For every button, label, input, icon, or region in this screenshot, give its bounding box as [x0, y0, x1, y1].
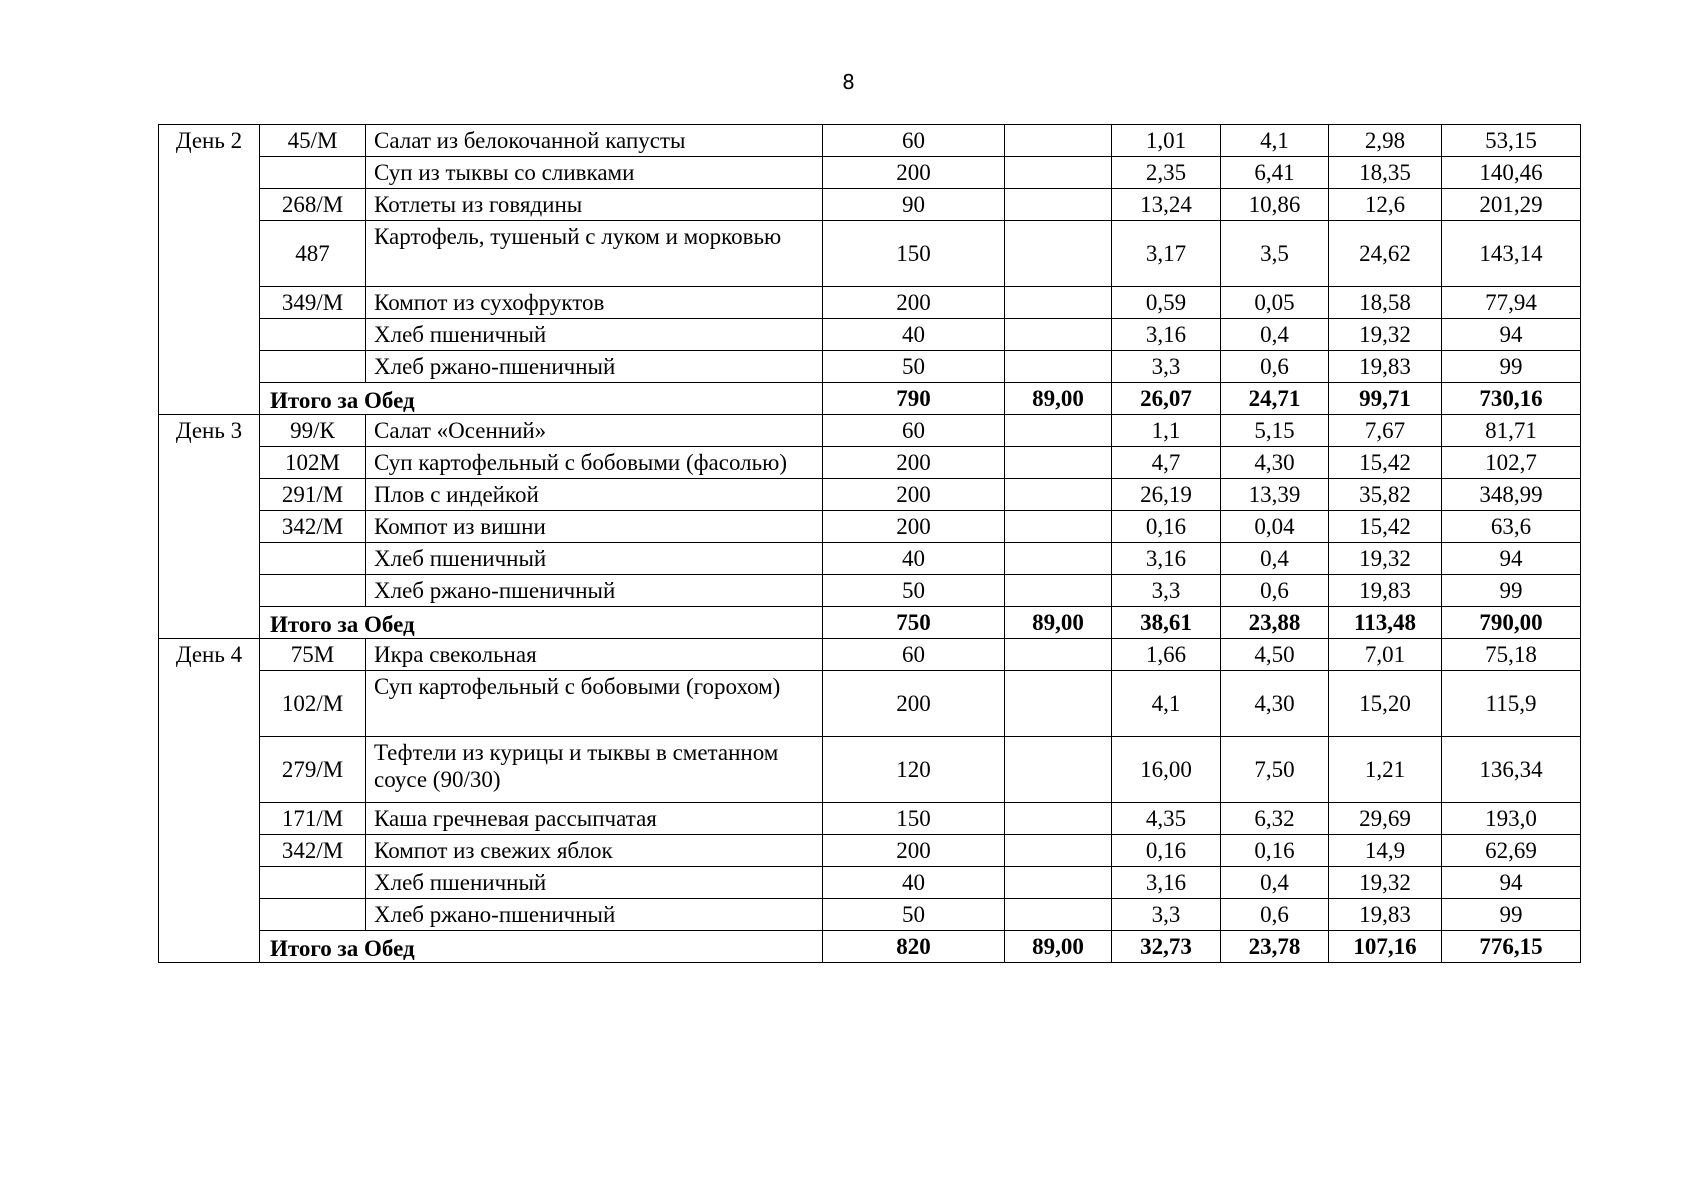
portion-weight: 40 — [823, 867, 1005, 899]
energy-value: 94 — [1442, 319, 1581, 351]
energy-value: 77,94 — [1442, 287, 1581, 319]
recipe-code: 487 — [260, 221, 366, 287]
total-price: 89,00 — [1005, 383, 1112, 415]
day-label: День 2 — [159, 125, 260, 415]
price — [1005, 351, 1112, 383]
energy-value: 140,46 — [1442, 157, 1581, 189]
price — [1005, 639, 1112, 671]
dish-name: Хлеб ржано-пшеничный — [366, 899, 823, 931]
table-row — [159, 543, 1581, 575]
table-row — [159, 287, 1581, 319]
price — [1005, 671, 1112, 737]
carbs-value: 2,98 — [1329, 125, 1442, 157]
table-row — [159, 447, 1581, 479]
energy-value: 94 — [1442, 543, 1581, 575]
total-fat: 23,78 — [1221, 931, 1329, 963]
energy-value: 94 — [1442, 867, 1581, 899]
dish-name: Компот из свежих яблок — [366, 835, 823, 867]
protein-value: 0,16 — [1112, 835, 1221, 867]
table-row — [159, 639, 1581, 671]
total-weight: 820 — [823, 931, 1005, 963]
day-label: День 3 — [159, 415, 260, 639]
portion-weight: 150 — [823, 803, 1005, 835]
protein-value: 3,16 — [1112, 867, 1221, 899]
dish-name: Салат из белокочанной капусты — [366, 125, 823, 157]
total-row — [159, 383, 1581, 415]
total-weight: 750 — [823, 607, 1005, 639]
carbs-value: 18,58 — [1329, 287, 1442, 319]
carbs-value: 19,83 — [1329, 899, 1442, 931]
protein-value: 1,66 — [1112, 639, 1221, 671]
fat-value: 0,16 — [1221, 835, 1329, 867]
fat-value: 0,6 — [1221, 351, 1329, 383]
total-label: Итого за Обед — [260, 607, 823, 639]
dish-name: Икра свекольная — [366, 639, 823, 671]
fat-value: 0,4 — [1221, 543, 1329, 575]
protein-value: 1,01 — [1112, 125, 1221, 157]
carbs-value: 19,32 — [1329, 867, 1442, 899]
price — [1005, 511, 1112, 543]
recipe-code — [260, 543, 366, 575]
table-row — [159, 737, 1581, 803]
protein-value: 4,7 — [1112, 447, 1221, 479]
carbs-value: 15,20 — [1329, 671, 1442, 737]
carbs-value: 1,21 — [1329, 737, 1442, 803]
day-label: День 4 — [159, 639, 260, 963]
portion-weight: 60 — [823, 639, 1005, 671]
dish-name: Хлеб пшеничный — [366, 543, 823, 575]
fat-value: 0,05 — [1221, 287, 1329, 319]
protein-value: 3,3 — [1112, 575, 1221, 607]
table-row — [159, 319, 1581, 351]
table-row — [159, 221, 1581, 287]
energy-value: 75,18 — [1442, 639, 1581, 671]
recipe-code — [260, 351, 366, 383]
recipe-code: 171/М — [260, 803, 366, 835]
protein-value: 3,16 — [1112, 543, 1221, 575]
portion-weight: 60 — [823, 125, 1005, 157]
recipe-code — [260, 157, 366, 189]
energy-value: 201,29 — [1442, 189, 1581, 221]
dish-name: Картофель, тушеный с луком и морковью — [366, 221, 823, 287]
price — [1005, 447, 1112, 479]
fat-value: 4,50 — [1221, 639, 1329, 671]
portion-weight: 40 — [823, 543, 1005, 575]
fat-value: 0,4 — [1221, 867, 1329, 899]
table-row — [159, 511, 1581, 543]
total-weight: 790 — [823, 383, 1005, 415]
price — [1005, 157, 1112, 189]
price — [1005, 867, 1112, 899]
fat-value: 0,4 — [1221, 319, 1329, 351]
protein-value: 1,1 — [1112, 415, 1221, 447]
energy-value: 143,14 — [1442, 221, 1581, 287]
table-row — [159, 835, 1581, 867]
price — [1005, 319, 1112, 351]
dish-name: Хлеб пшеничный — [366, 319, 823, 351]
price — [1005, 189, 1112, 221]
fat-value: 13,39 — [1221, 479, 1329, 511]
total-energy: 730,16 — [1442, 383, 1581, 415]
energy-value: 99 — [1442, 351, 1581, 383]
carbs-value: 7,01 — [1329, 639, 1442, 671]
table-row — [159, 867, 1581, 899]
total-carbs: 99,71 — [1329, 383, 1442, 415]
protein-value: 3,17 — [1112, 221, 1221, 287]
menu-table-body — [159, 125, 1581, 963]
price — [1005, 899, 1112, 931]
protein-value: 26,19 — [1112, 479, 1221, 511]
carbs-value: 24,62 — [1329, 221, 1442, 287]
total-protein: 38,61 — [1112, 607, 1221, 639]
energy-value: 63,6 — [1442, 511, 1581, 543]
page-number: 8 — [842, 70, 855, 94]
table-row — [159, 671, 1581, 737]
price — [1005, 415, 1112, 447]
carbs-value: 35,82 — [1329, 479, 1442, 511]
energy-value: 99 — [1442, 899, 1581, 931]
price — [1005, 575, 1112, 607]
price — [1005, 479, 1112, 511]
energy-value: 62,69 — [1442, 835, 1581, 867]
price — [1005, 737, 1112, 803]
total-price: 89,00 — [1005, 607, 1112, 639]
total-protein: 26,07 — [1112, 383, 1221, 415]
price — [1005, 287, 1112, 319]
total-protein: 32,73 — [1112, 931, 1221, 963]
table-row — [159, 899, 1581, 931]
portion-weight: 200 — [823, 157, 1005, 189]
dish-name: Суп картофельный с бобовыми (фасолью) — [366, 447, 823, 479]
portion-weight: 200 — [823, 479, 1005, 511]
protein-value: 2,35 — [1112, 157, 1221, 189]
recipe-code: 99/К — [260, 415, 366, 447]
fat-value: 6,41 — [1221, 157, 1329, 189]
carbs-value: 18,35 — [1329, 157, 1442, 189]
total-label: Итого за Обед — [260, 931, 823, 963]
portion-weight: 50 — [823, 899, 1005, 931]
portion-weight: 200 — [823, 671, 1005, 737]
recipe-code — [260, 899, 366, 931]
recipe-code: 279/М — [260, 737, 366, 803]
dish-name: Компот из вишни — [366, 511, 823, 543]
table-row — [159, 189, 1581, 221]
table-row — [159, 479, 1581, 511]
energy-value: 115,9 — [1442, 671, 1581, 737]
price — [1005, 543, 1112, 575]
fat-value: 4,1 — [1221, 125, 1329, 157]
carbs-value: 19,32 — [1329, 319, 1442, 351]
protein-value: 3,3 — [1112, 899, 1221, 931]
price — [1005, 221, 1112, 287]
total-carbs: 113,48 — [1329, 607, 1442, 639]
protein-value: 4,1 — [1112, 671, 1221, 737]
protein-value: 0,59 — [1112, 287, 1221, 319]
total-fat: 23,88 — [1221, 607, 1329, 639]
portion-weight: 90 — [823, 189, 1005, 221]
recipe-code — [260, 319, 366, 351]
energy-value: 53,15 — [1442, 125, 1581, 157]
protein-value: 4,35 — [1112, 803, 1221, 835]
total-row — [159, 607, 1581, 639]
portion-weight: 150 — [823, 221, 1005, 287]
fat-value: 0,04 — [1221, 511, 1329, 543]
portion-weight: 200 — [823, 511, 1005, 543]
total-row — [159, 931, 1581, 963]
fat-value: 0,6 — [1221, 899, 1329, 931]
carbs-value: 15,42 — [1329, 511, 1442, 543]
carbs-value: 19,83 — [1329, 575, 1442, 607]
energy-value: 81,71 — [1442, 415, 1581, 447]
dish-name: Салат «Осенний» — [366, 415, 823, 447]
table-row — [159, 157, 1581, 189]
protein-value: 16,00 — [1112, 737, 1221, 803]
carbs-value: 19,83 — [1329, 351, 1442, 383]
fat-value: 10,86 — [1221, 189, 1329, 221]
table-row — [159, 415, 1581, 447]
protein-value: 13,24 — [1112, 189, 1221, 221]
dish-name: Каша гречневая рассыпчатая — [366, 803, 823, 835]
energy-value: 102,7 — [1442, 447, 1581, 479]
carbs-value: 29,69 — [1329, 803, 1442, 835]
recipe-code — [260, 867, 366, 899]
recipe-code — [260, 575, 366, 607]
protein-value: 3,16 — [1112, 319, 1221, 351]
carbs-value: 15,42 — [1329, 447, 1442, 479]
portion-weight: 120 — [823, 737, 1005, 803]
table-row — [159, 351, 1581, 383]
fat-value: 4,30 — [1221, 671, 1329, 737]
portion-weight: 200 — [823, 287, 1005, 319]
fat-value: 7,50 — [1221, 737, 1329, 803]
energy-value: 348,99 — [1442, 479, 1581, 511]
price — [1005, 125, 1112, 157]
recipe-code: 102М — [260, 447, 366, 479]
recipe-code: 291/М — [260, 479, 366, 511]
fat-value: 0,6 — [1221, 575, 1329, 607]
table-row — [159, 803, 1581, 835]
portion-weight: 50 — [823, 351, 1005, 383]
recipe-code: 75М — [260, 639, 366, 671]
menu-table — [158, 124, 1581, 963]
portion-weight: 60 — [823, 415, 1005, 447]
table-row — [159, 575, 1581, 607]
portion-weight: 40 — [823, 319, 1005, 351]
recipe-code: 342/М — [260, 511, 366, 543]
dish-name: Хлеб ржано-пшеничный — [366, 351, 823, 383]
dish-name: Плов с индейкой — [366, 479, 823, 511]
protein-value: 0,16 — [1112, 511, 1221, 543]
total-price: 89,00 — [1005, 931, 1112, 963]
portion-weight: 200 — [823, 835, 1005, 867]
portion-weight: 50 — [823, 575, 1005, 607]
total-fat: 24,71 — [1221, 383, 1329, 415]
dish-name: Хлеб пшеничный — [366, 867, 823, 899]
recipe-code: 102/М — [260, 671, 366, 737]
total-energy: 790,00 — [1442, 607, 1581, 639]
dish-name: Хлеб ржано-пшеничный — [366, 575, 823, 607]
recipe-code: 268/М — [260, 189, 366, 221]
portion-weight: 200 — [823, 447, 1005, 479]
energy-value: 99 — [1442, 575, 1581, 607]
carbs-value: 14,9 — [1329, 835, 1442, 867]
fat-value: 3,5 — [1221, 221, 1329, 287]
dish-name: Котлеты из говядины — [366, 189, 823, 221]
total-carbs: 107,16 — [1329, 931, 1442, 963]
table-row — [159, 125, 1581, 157]
fat-value: 6,32 — [1221, 803, 1329, 835]
recipe-code: 45/М — [260, 125, 366, 157]
carbs-value: 12,6 — [1329, 189, 1442, 221]
total-label: Итого за Обед — [260, 383, 823, 415]
dish-name: Компот из сухофруктов — [366, 287, 823, 319]
carbs-value: 19,32 — [1329, 543, 1442, 575]
recipe-code: 342/М — [260, 835, 366, 867]
total-energy: 776,15 — [1442, 931, 1581, 963]
recipe-code: 349/М — [260, 287, 366, 319]
dish-name: Суп из тыквы со сливками — [366, 157, 823, 189]
carbs-value: 7,67 — [1329, 415, 1442, 447]
price — [1005, 803, 1112, 835]
energy-value: 136,34 — [1442, 737, 1581, 803]
dish-name: Тефтели из курицы и тыквы в сметанном соусе (90/30) — [366, 737, 823, 803]
dish-name: Суп картофельный с бобовыми (горохом) — [366, 671, 823, 737]
fat-value: 5,15 — [1221, 415, 1329, 447]
price — [1005, 835, 1112, 867]
energy-value: 193,0 — [1442, 803, 1581, 835]
fat-value: 4,30 — [1221, 447, 1329, 479]
protein-value: 3,3 — [1112, 351, 1221, 383]
